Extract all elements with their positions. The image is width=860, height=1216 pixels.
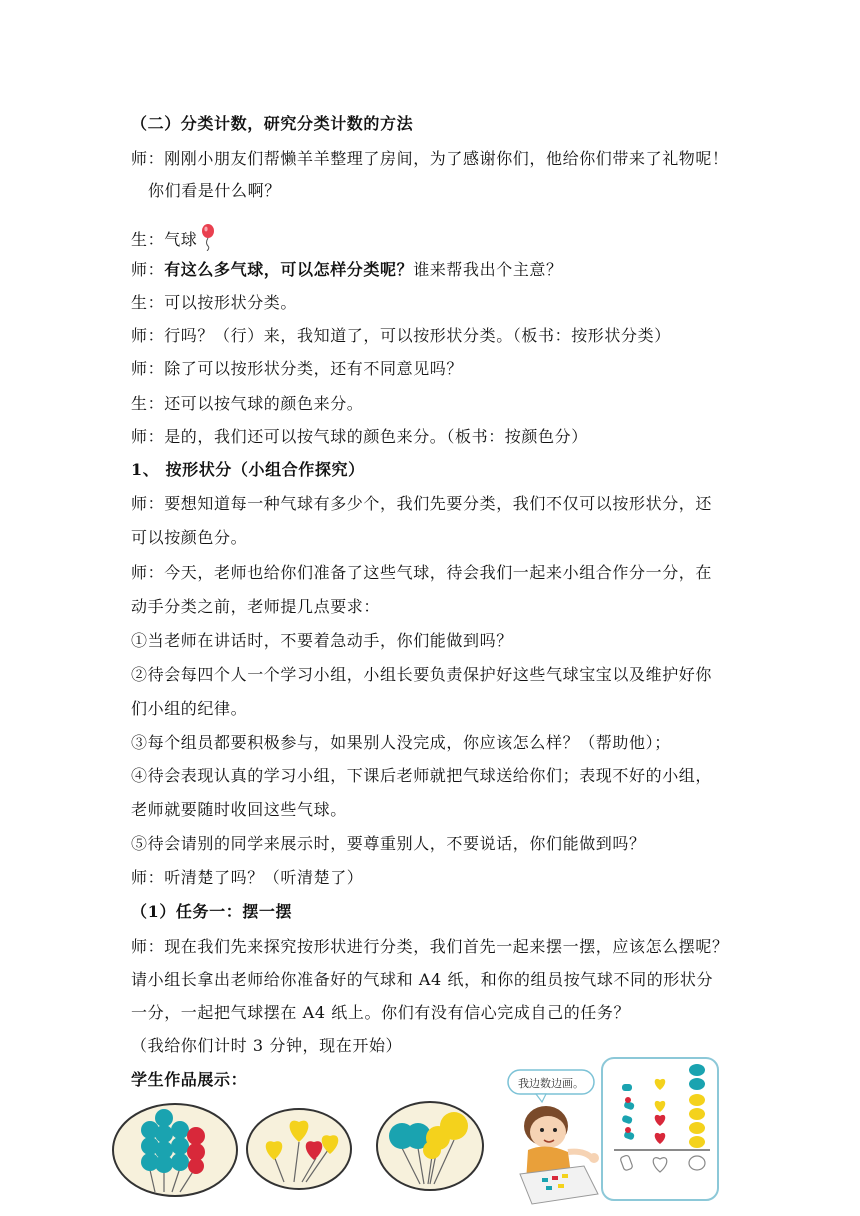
paragraph-line: 师：听清楚了吗？（听清楚了）	[131, 868, 364, 887]
boy-figure	[520, 1106, 599, 1204]
paragraph-line: 师：除了可以按形状分类，还有不同意见吗？	[131, 359, 464, 378]
subsection-heading: 1、 按形状分（小组合作探究）	[131, 460, 365, 479]
paragraph-line: 们小组的纪律。	[131, 699, 248, 718]
oval-mixed-balloons-image	[374, 1098, 486, 1194]
paragraph-line: 生：还可以按气球的颜色来分。	[131, 394, 364, 413]
requirement-item: ④待会表现认真的学习小组，下课后老师就把气球送给你们；表现不好的小组，	[131, 766, 713, 785]
oval-heart-balloons-image	[244, 1104, 354, 1194]
paragraph-line: 师：是的，我们还可以按气球的颜色来分。（板书：按颜色分）	[131, 427, 588, 446]
paragraph-line: 老师就要随时收回这些气球。	[131, 800, 347, 819]
speaker-label: 师：	[131, 260, 165, 279]
works-heading: 学生作品展示：	[131, 1070, 248, 1089]
task-heading: （1）任务一：摆一摆	[131, 902, 293, 921]
paragraph-line: 请小组长拿出老师给你准备好的气球和 A4 纸，和你的组员按气球不同的形状分	[131, 970, 714, 989]
paragraph-line: 生：可以按形状分类。	[131, 293, 298, 312]
requirement-item: ①当老师在讲话时，不要着急动手，你们能做到吗？	[131, 631, 513, 650]
paragraph-line	[131, 260, 741, 280]
paragraph-line: 可以按颜色分。	[131, 528, 248, 547]
paragraph-line: 师：要想知道每一种气球有多少个，我们先要分类，我们不仅可以按形状分，还	[131, 494, 713, 513]
paragraph-line	[131, 223, 741, 251]
balloon-icon	[199, 223, 217, 251]
paragraph-line: 师：今天，老师也给你们准备了这些气球，待会我们一起来小组合作分一分，在	[131, 563, 713, 582]
requirement-item: ③每个组员都要积极参与，如果别人没完成，你应该怎么样？（帮助他）；	[131, 733, 671, 752]
oval-round-balloons-image	[110, 1100, 240, 1200]
requirement-item: ②待会每四个人一个学习小组，小组长要负责保护好这些气球宝宝以及维护好你	[131, 665, 713, 684]
question-rest: 谁来帮我出个主意？	[413, 260, 563, 279]
paragraph-line: 师：行吗？（行）来，我知道了，可以按形状分类。（板书：按形状分类）	[131, 326, 671, 345]
bold-question: 有这么多气球，可以怎样分类呢？	[164, 260, 414, 279]
paragraph-line: （我给你们计时 3 分钟，现在开始）	[131, 1036, 403, 1055]
section-heading: （二）分类计数，研究分类计数的方法	[131, 114, 414, 133]
boy-counting-illustration	[502, 1054, 734, 1208]
speech-bubble-text: 我边数边画。	[518, 1077, 584, 1090]
answer-text: 生：气球	[131, 230, 198, 249]
paragraph-line: 动手分类之前，老师提几点要求：	[131, 597, 381, 616]
paragraph-line: 你们看是什么啊？	[148, 181, 281, 200]
requirement-item: ⑤待会请别的同学来展示时，要尊重别人，不要说话，你们能做到吗？	[131, 834, 646, 853]
paragraph-line: 一分，一起把气球摆在 A4 纸上。你们有没有信心完成自己的任务？	[131, 1003, 631, 1022]
paragraph-line: 师：现在我们先来探究按形状进行分类，我们首先一起来摆一摆，应该怎么摆呢？	[131, 937, 729, 956]
paragraph-line: 师：刚刚小朋友们帮懒羊羊整理了房间，为了感谢你们，他给你们带来了礼物呢！	[131, 149, 729, 168]
